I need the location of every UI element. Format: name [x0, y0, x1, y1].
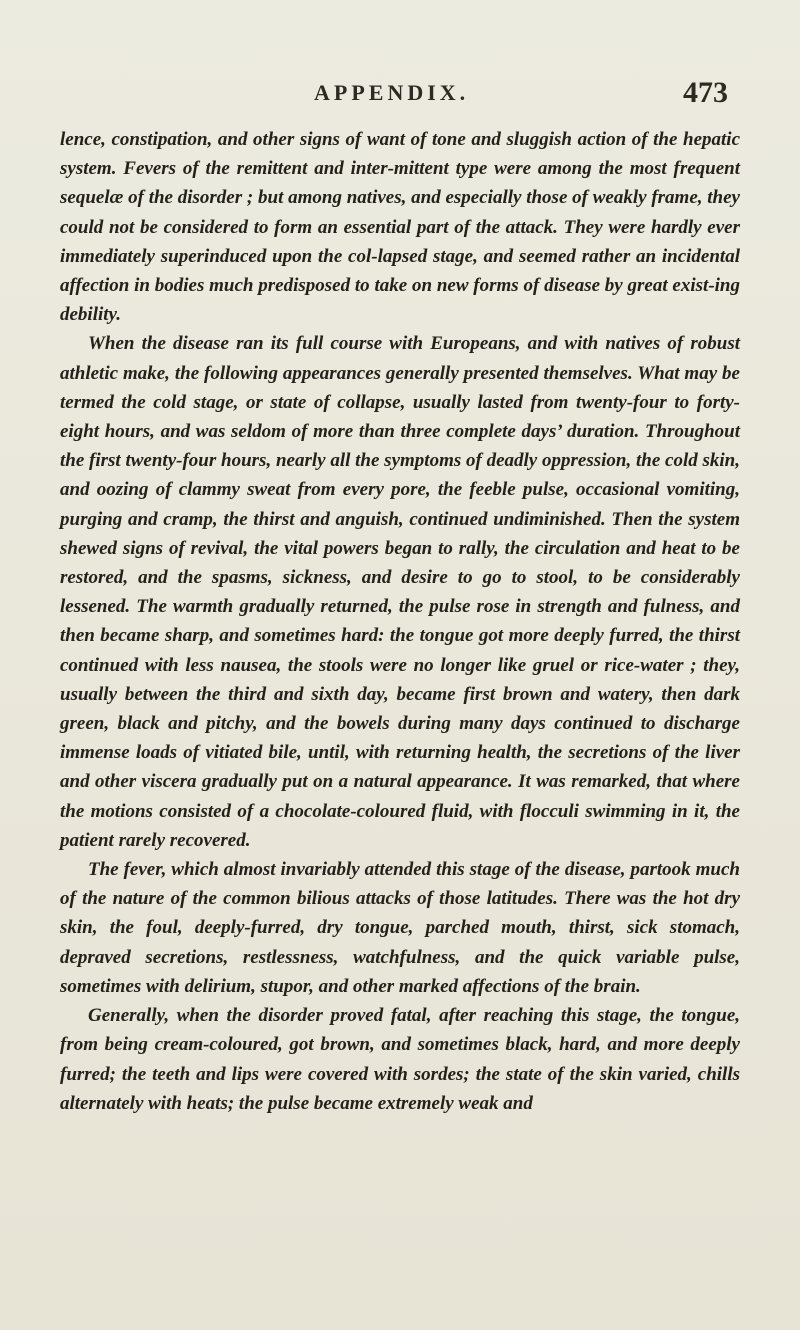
- page-number: 473: [683, 76, 728, 109]
- paragraph-3: The fever, which almost invariably attended this stage of the disease, partook much of the nature of the common bilious attacks of those latitudes. There was the hot dry skin, the foul, deeply-furred, dry tongue, parched mouth, thirst, sick stomach, depraved secretions, restlessness, watchfulness, and the quick variable pulse, sometimes with delirium, stupor, and other marked affections of the brain.: [60, 859, 740, 997]
- body-text: [60, 125, 740, 1118]
- paragraph-4: Generally, when the disorder proved fatal, after reaching this stage, the tongue, from being cream-coloured, got brown, and sometimes black, hard, and more deeply furred; the teeth and lips were covered with sordes; the state of the skin varied, chills alternately with heats; the pulse became extremely weak and: [60, 1005, 740, 1114]
- page-header: [62, 76, 728, 116]
- paragraph-1: lence, constipation, and other signs of want of tone and sluggish action of the hepatic system. Fevers of the remittent and inter-mittent type were among the most frequent sequelæ of the disorder ; but among natives, and especially those of weakly frame, they could not be considered to form an essential part of the attack. They were hardly ever immediately superinduced upon the col-lapsed stage, and seemed rather an incidental affection in bodies much predisposed to take on new forms of disease by great exist-ing debility.: [60, 129, 740, 326]
- running-title: APPENDIX.: [314, 80, 470, 105]
- paragraph-2: When the disease ran its full course with Europeans, and with natives of robust athletic make, the following appearances generally presented themselves. What may be termed the cold stage, or state of collapse, usually lasted from twenty-four to forty-eight hours, and was seldom of more than three complete days’ duration. Throughout the first twenty-four hours, nearly all the symptoms of deadly oppression, the cold skin, and oozing of clammy sweat from every pore, the feeble pulse, occasional vomiting, purging and cramp, the thirst and anguish, continued undiminished. Then the system shewed signs of revival, the vital powers began to rally, the circulation and heat to be restored, and the spasms, sickness, and desire to go to stool, to be considerably lessened. The warmth gradually returned, the pulse rose in strength and fulness, and then became sharp, and sometimes hard: the tongue got more deeply furred, the thirst continued with less nausea, the stools were no longer like gruel or rice-water ; they, usually between the third and sixth day, became first brown and watery, then dark green, black and pitchy, and the bowels during many days continued to discharge immense loads of vitiated bile, until, with returning health, the secretions of the liver and other viscera gradually put on a natural appearance. It was remarked, that where the motions consisted of a chocolate-coloured fluid, with flocculi swimming in it, the patient rarely recovered.: [60, 333, 740, 851]
